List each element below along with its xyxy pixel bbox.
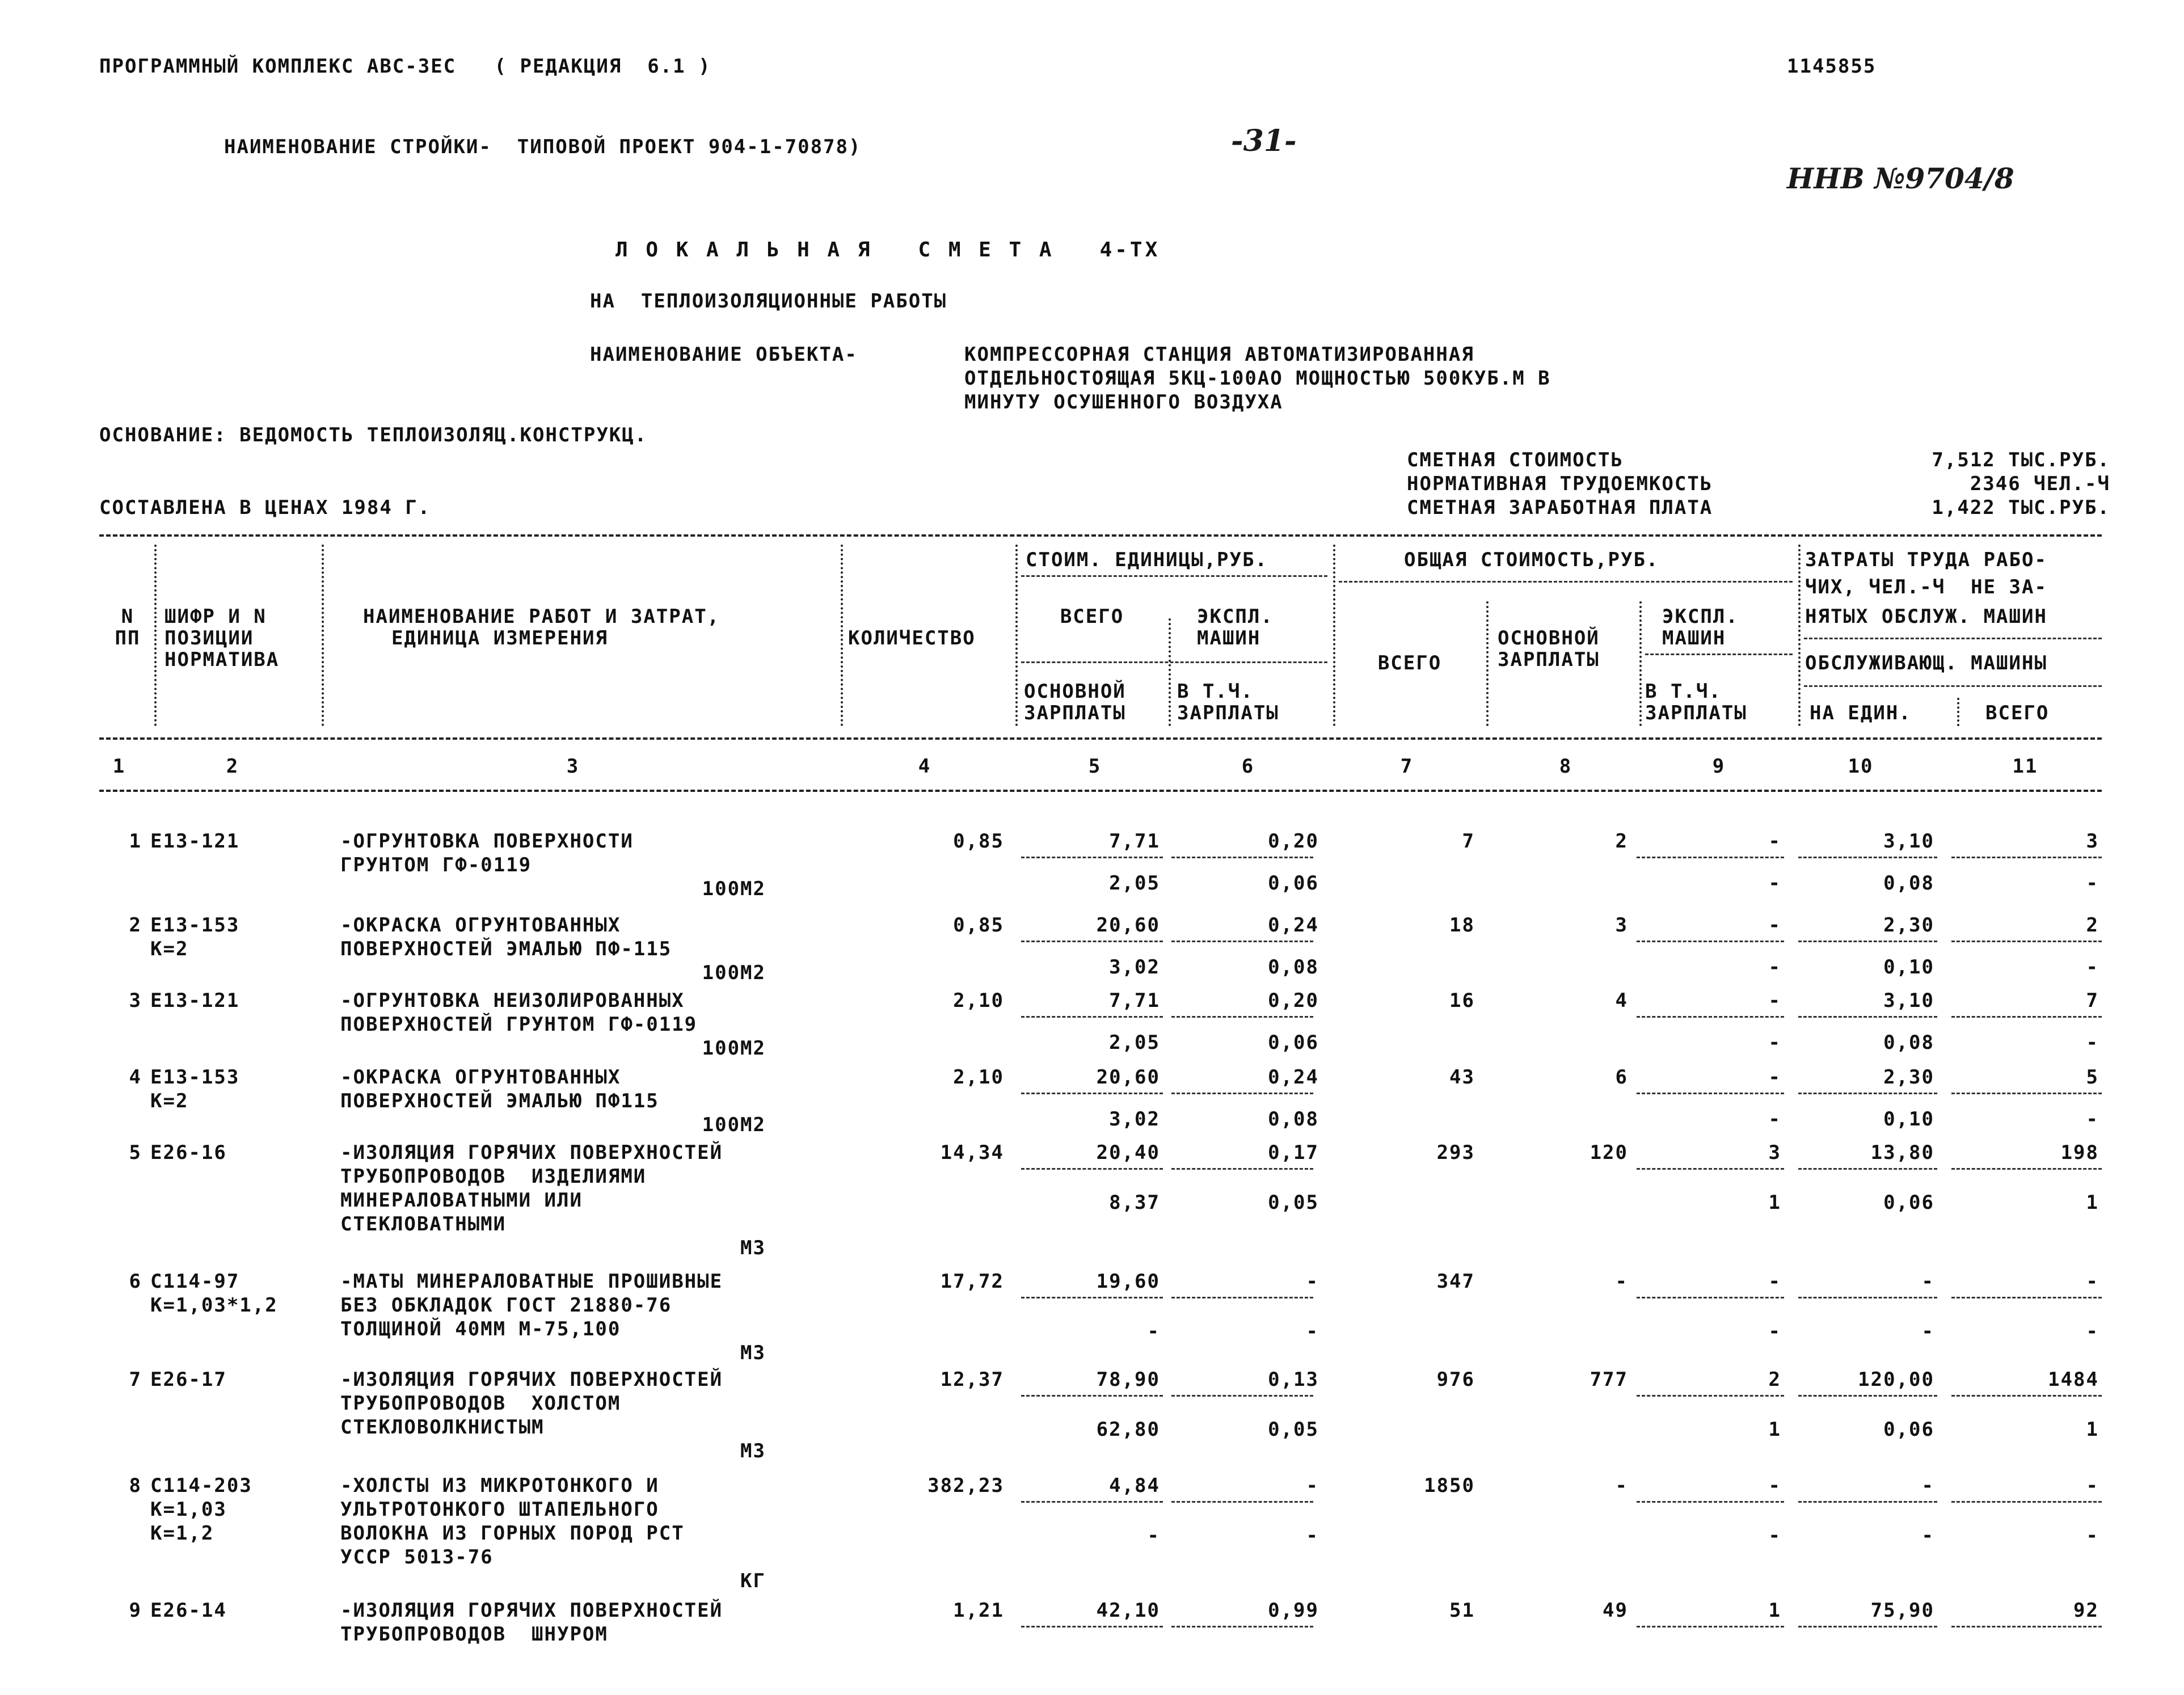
- row-total-machines: 3: [1768, 1141, 1781, 1164]
- row-labor-total: 1484: [2048, 1368, 2099, 1391]
- row-unit-machines: 0,24: [1268, 1066, 1319, 1089]
- row-quantity: 382,23: [927, 1474, 1004, 1497]
- cell-underline: [1171, 1168, 1313, 1170]
- row-code: С114-97: [150, 1270, 240, 1293]
- column-number: 9: [1712, 755, 1726, 778]
- row-machines-salary: 1: [1768, 1418, 1781, 1441]
- col-header-labor-3: НЯТЫХ ОБСЛУЖ. МАШИН: [1805, 605, 2047, 628]
- object-label: НАИМЕНОВАНИЕ ОБЪЕКТА-: [590, 343, 858, 366]
- cell-underline: [1798, 1093, 1937, 1094]
- cell-underline: [1637, 857, 1784, 858]
- cell-underline: [1021, 1395, 1163, 1397]
- row-machines-salary: -: [1768, 1524, 1781, 1547]
- row-unit: 100М2: [702, 1114, 766, 1136]
- row-name-line: СТЕКЛОВАТНЫМИ: [340, 1213, 507, 1236]
- row-unit-cost: 20,40: [1096, 1141, 1160, 1164]
- row-name-line: ТРУБОПРОВОДОВ ХОЛСТОМ: [340, 1392, 621, 1415]
- row-number: 7: [129, 1368, 142, 1391]
- row-name-line: ТОЛЩИНОЙ 40ММ М-75,100: [340, 1318, 621, 1340]
- row-labor-machine-total: -: [2086, 1031, 2099, 1054]
- row-code: Е26-16: [150, 1141, 227, 1164]
- column-number: 7: [1400, 755, 1414, 778]
- col-header-total-base-2: ЗАРПЛАТЫ: [1498, 648, 1600, 671]
- header-separator: [1639, 601, 1642, 726]
- row-total-salary: 3: [1615, 914, 1628, 937]
- row-labor-machine-total: -: [2086, 1320, 2099, 1343]
- row-unit-machines: 0,99: [1268, 1599, 1319, 1622]
- row-quantity: 12,37: [940, 1368, 1004, 1391]
- column-number: 6: [1241, 755, 1255, 778]
- row-code: Е13-153: [150, 1066, 240, 1089]
- column-number: 3: [566, 755, 580, 778]
- row-unit-salary: 2,05: [1109, 1031, 1160, 1054]
- row-labor-machine-per-unit: 0,08: [1883, 872, 1934, 895]
- row-total-salary: 6: [1615, 1066, 1628, 1089]
- summary-value-3: 1,422 ТЫС.РУБ.: [1932, 496, 2110, 519]
- row-labor-total: 5: [2086, 1066, 2099, 1089]
- cell-underline: [1171, 1395, 1313, 1397]
- row-unit: М3: [740, 1440, 766, 1462]
- row-unit: КГ: [740, 1570, 766, 1592]
- col-header-total-expl-2: МАШИН: [1662, 627, 1726, 650]
- row-quantity: 14,34: [940, 1141, 1004, 1164]
- cell-underline: [1171, 941, 1313, 942]
- row-labor-machine-per-unit: 0,10: [1883, 1108, 1934, 1131]
- cell-underline: [1798, 1168, 1937, 1170]
- header-separator: [1015, 545, 1018, 726]
- row-number: 8: [129, 1474, 142, 1497]
- row-labor-machine-per-unit: 0,10: [1883, 956, 1934, 979]
- row-name-line: ПОВЕРХНОСТЕЙ ЭМАЛЬЮ ПФ115: [340, 1090, 659, 1112]
- cell-underline: [1637, 1168, 1784, 1170]
- col-header-unit-expl-1: ЭКСПЛ.: [1197, 605, 1274, 628]
- row-machines-salary: -: [1768, 1108, 1781, 1131]
- cell-underline: [1021, 1093, 1163, 1094]
- cell-underline: [1951, 1168, 2102, 1170]
- row-labor-per-unit: 120,00: [1858, 1368, 1934, 1391]
- row-labor-machine-per-unit: 0,06: [1883, 1418, 1934, 1441]
- row-unit-machines: -: [1306, 1270, 1319, 1293]
- col-header-name-2: ЕДИНИЦА ИЗМЕРЕНИЯ: [391, 627, 608, 650]
- cell-underline: [1637, 1297, 1784, 1298]
- row-unit: 100М2: [702, 962, 766, 984]
- row-labor-machine-total: 1: [2086, 1191, 2099, 1214]
- col-header-labor-4: ОБСЛУЖИВАЮЩ. МАШИНЫ: [1805, 652, 2047, 674]
- row-unit-machines: 0,20: [1268, 989, 1319, 1012]
- row-labor-total: 7: [2086, 989, 2099, 1012]
- row-labor-machine-per-unit: -: [1921, 1320, 1934, 1343]
- cell-underline: [1798, 1501, 1937, 1503]
- row-code: К=2: [150, 938, 189, 960]
- header-subrule: [1021, 661, 1327, 663]
- header-separator: [1957, 698, 1959, 726]
- header-subrule: [1645, 653, 1793, 655]
- row-code: Е13-121: [150, 989, 240, 1012]
- row-labor-per-unit: -: [1921, 1270, 1934, 1293]
- col-header-unit-base-1: ОСНОВНОЙ: [1024, 680, 1126, 703]
- row-total-machines: -: [1768, 830, 1781, 853]
- cell-underline: [1951, 1016, 2102, 1018]
- row-labor-machine-per-unit: 0,08: [1883, 1031, 1934, 1054]
- row-unit-cost: 78,90: [1096, 1368, 1160, 1391]
- col-header-total-base-1: ОСНОВНОЙ: [1498, 627, 1600, 650]
- col-header-labor-per-unit: НА ЕДИН.: [1810, 702, 1912, 724]
- row-total-salary: 4: [1615, 989, 1628, 1012]
- cell-underline: [1021, 941, 1163, 942]
- column-number: 5: [1088, 755, 1102, 778]
- row-labor-total: 3: [2086, 830, 2099, 853]
- row-code: Е26-17: [150, 1368, 227, 1391]
- cell-underline: [1637, 1395, 1784, 1397]
- col-header-qty: КОЛИЧЕСТВО: [848, 627, 976, 650]
- prices-label: СОСТАВЛЕНА В ЦЕНАХ 1984 Г.: [99, 496, 431, 519]
- header-separator: [1798, 545, 1801, 726]
- cell-underline: [1951, 1297, 2102, 1298]
- cell-underline: [1021, 1016, 1163, 1018]
- row-total-salary: 777: [1589, 1368, 1628, 1391]
- col-header-total-incl-1: В Т.Ч.: [1645, 680, 1722, 703]
- row-labor-machine-total: -: [2086, 956, 2099, 979]
- header-subrule: [1339, 581, 1793, 583]
- cell-underline: [1637, 1501, 1784, 1503]
- row-total: 293: [1436, 1141, 1475, 1164]
- header-subrule: [1021, 575, 1327, 577]
- cell-underline: [1798, 1626, 1937, 1627]
- row-total-salary: 2: [1615, 830, 1628, 853]
- row-unit-machines-salary: 0,06: [1268, 1031, 1319, 1054]
- col-header-code-1: ШИФР И N: [165, 605, 267, 628]
- basis-label: ОСНОВАНИЕ: ВЕДОМОСТЬ ТЕПЛОИЗОЛЯЦ.КОНСТРУКЦ.: [99, 424, 648, 446]
- summary-label-3: СМЕТНАЯ ЗАРАБОТНАЯ ПЛАТА: [1407, 496, 1713, 519]
- cell-underline: [1171, 857, 1313, 858]
- row-name-line: ТРУБОПРОВОДОВ ИЗДЕЛИЯМИ: [340, 1165, 647, 1188]
- row-name-line: БЕЗ ОБКЛАДОК ГОСТ 21880-76: [340, 1294, 672, 1317]
- cell-underline: [1021, 857, 1163, 858]
- row-unit-machines-salary: 0,05: [1268, 1418, 1319, 1441]
- header-separator: [1486, 601, 1489, 726]
- row-total: 347: [1436, 1270, 1475, 1293]
- row-unit-cost: 7,71: [1109, 830, 1160, 853]
- row-unit-salary: 3,02: [1109, 956, 1160, 979]
- header-separator: [841, 545, 843, 726]
- row-quantity: 1,21: [953, 1599, 1004, 1622]
- row-quantity: 2,10: [953, 1066, 1004, 1089]
- object-line-2: ОТДЕЛЬНОСТОЯЩАЯ 5КЦ-100АО МОЩНОСТЬЮ 500КУБ.М В: [964, 367, 1551, 390]
- col-header-total-expl-1: ЭКСПЛ.: [1662, 605, 1739, 628]
- row-unit-machines-salary: 0,08: [1268, 956, 1319, 979]
- row-name-line: ГРУНТОМ ГФ-0119: [340, 854, 532, 876]
- row-machines-salary: -: [1768, 872, 1781, 895]
- row-unit-salary: -: [1147, 1320, 1160, 1343]
- summary-value-2: 2346 ЧЕЛ.-Ч: [1970, 473, 2110, 495]
- col-header-unit-incl-1: В Т.Ч.: [1177, 680, 1254, 703]
- row-labor-per-unit: 13,80: [1870, 1141, 1934, 1164]
- row-unit-machines: 0,13: [1268, 1368, 1319, 1391]
- row-total: 1850: [1424, 1474, 1475, 1497]
- row-labor-per-unit: 75,90: [1870, 1599, 1934, 1622]
- cell-underline: [1021, 1626, 1163, 1627]
- col-header-labor-all: ВСЕГО: [1985, 702, 2050, 724]
- row-unit: М3: [740, 1237, 766, 1259]
- row-total: 51: [1449, 1599, 1475, 1622]
- column-number: 11: [2012, 755, 2038, 778]
- cell-underline: [1171, 1016, 1313, 1018]
- row-code: Е13-153: [150, 914, 240, 937]
- row-name-line: -ИЗОЛЯЦИЯ ГОРЯЧИХ ПОВЕРХНОСТЕЙ: [340, 1141, 723, 1164]
- row-code: Е13-121: [150, 830, 240, 853]
- row-name-line: -ИЗОЛЯЦИЯ ГОРЯЧИХ ПОВЕРХНОСТЕЙ: [340, 1368, 723, 1391]
- row-machines-salary: -: [1768, 1320, 1781, 1343]
- row-total-machines: -: [1768, 989, 1781, 1012]
- estimate-subtitle: НА ТЕПЛОИЗОЛЯЦИОННЫЕ РАБОТЫ: [590, 290, 947, 313]
- row-labor-total: -: [2086, 1270, 2099, 1293]
- col-header-code-3: НОРМАТИВА: [165, 648, 280, 671]
- row-name-line: -ОГРУНТОВКА ПОВЕРХНОСТИ: [340, 830, 634, 853]
- summary-label-2: НОРМАТИВНАЯ ТРУДОЕМКОСТЬ: [1407, 473, 1713, 495]
- row-total-salary: 49: [1603, 1599, 1628, 1622]
- row-total-machines: 1: [1768, 1599, 1781, 1622]
- row-labor-per-unit: 2,30: [1883, 914, 1934, 937]
- row-labor-machine-total: -: [2086, 872, 2099, 895]
- cell-underline: [1637, 1016, 1784, 1018]
- cell-underline: [1171, 1093, 1313, 1094]
- header-bottom-rule: [99, 737, 2102, 740]
- row-number: 4: [129, 1066, 142, 1089]
- row-code: К=1,2: [150, 1522, 214, 1545]
- row-labor-total: 92: [2073, 1599, 2099, 1622]
- row-machines-salary: -: [1768, 1031, 1781, 1054]
- object-line-1: КОМПРЕССОРНАЯ СТАНЦИЯ АВТОМАТИЗИРОВАННАЯ: [964, 343, 1474, 366]
- row-unit-machines: 0,17: [1268, 1141, 1319, 1164]
- row-number: 2: [129, 914, 142, 937]
- col-header-unit-expl-2: МАШИН: [1197, 627, 1261, 650]
- cell-underline: [1021, 1297, 1163, 1298]
- cell-underline: [1951, 1501, 2102, 1503]
- row-total: 7: [1462, 830, 1475, 853]
- row-name-line: -ОГРУНТОВКА НЕИЗОЛИРОВАННЫХ: [340, 989, 685, 1012]
- row-unit-cost: 20,60: [1096, 1066, 1160, 1089]
- row-name-line: -ИЗОЛЯЦИЯ ГОРЯЧИХ ПОВЕРХНОСТЕЙ: [340, 1599, 723, 1622]
- row-labor-total: 198: [2060, 1141, 2099, 1164]
- row-unit-salary: 8,37: [1109, 1191, 1160, 1214]
- col-header-total-incl-2: ЗАРПЛАТЫ: [1645, 702, 1747, 724]
- cell-underline: [1171, 1626, 1313, 1627]
- cell-underline: [1637, 941, 1784, 942]
- row-unit: 100М2: [702, 1037, 766, 1060]
- row-unit-machines: -: [1306, 1474, 1319, 1497]
- row-labor-machine-per-unit: -: [1921, 1524, 1934, 1547]
- column-number-rule: [99, 790, 2102, 792]
- row-labor-machine-total: -: [2086, 1108, 2099, 1131]
- row-quantity: 0,85: [953, 914, 1004, 937]
- row-code: К=1,03: [150, 1498, 227, 1521]
- row-unit-machines-salary: -: [1306, 1320, 1319, 1343]
- header-separator: [322, 545, 324, 726]
- row-total-salary: 120: [1589, 1141, 1628, 1164]
- row-total-salary: -: [1615, 1474, 1628, 1497]
- cell-underline: [1637, 1093, 1784, 1094]
- row-name-line: -ОКРАСКА ОГРУНТОВАННЫХ: [340, 914, 621, 937]
- col-header-num-2: ПП: [115, 627, 141, 650]
- row-quantity: 17,72: [940, 1270, 1004, 1293]
- cell-underline: [1021, 1168, 1163, 1170]
- construction-label: НАИМЕНОВАНИЕ СТРОЙКИ- ТИПОВОЙ ПРОЕКТ 904-1-70878): [224, 136, 862, 158]
- row-total: 16: [1449, 989, 1475, 1012]
- col-header-unit-base-2: ЗАРПЛАТЫ: [1024, 702, 1126, 724]
- row-unit-salary: 3,02: [1109, 1108, 1160, 1131]
- row-labor-per-unit: 3,10: [1883, 830, 1934, 853]
- row-name-line: УССР 5013-76: [340, 1546, 494, 1568]
- summary-value-1: 7,512 ТЫС.РУБ.: [1932, 449, 2110, 471]
- row-unit-machines-salary: 0,06: [1268, 872, 1319, 895]
- cell-underline: [1798, 1395, 1937, 1397]
- cell-underline: [1951, 857, 2102, 858]
- cell-underline: [1798, 1297, 1937, 1298]
- row-number: 6: [129, 1270, 142, 1293]
- row-name-line: -МАТЫ МИНЕРАЛОВАТНЫЕ ПРОШИВНЫЕ: [340, 1270, 723, 1293]
- page-number: -31-: [1231, 124, 1297, 158]
- row-labor-machine-per-unit: 0,06: [1883, 1191, 1934, 1214]
- cell-underline: [1951, 1093, 2102, 1094]
- row-unit-cost: 42,10: [1096, 1599, 1160, 1622]
- row-quantity: 2,10: [953, 989, 1004, 1012]
- row-unit-cost: 19,60: [1096, 1270, 1160, 1293]
- col-header-unit-incl-2: ЗАРПЛАТЫ: [1177, 702, 1279, 724]
- estimate-title: Л О К А Л Ь Н А Я С М Е Т А 4-ТХ: [615, 238, 1161, 262]
- row-unit-machines-salary: 0,08: [1268, 1108, 1319, 1131]
- document-number: 1145855: [1787, 55, 1877, 78]
- col-header-unit-cost: СТОИМ. ЕДИНИЦЫ,РУБ.: [1026, 549, 1268, 571]
- row-unit: М3: [740, 1342, 766, 1364]
- row-name-line: ПОВЕРХНОСТЕЙ ГРУНТОМ ГФ-0119: [340, 1013, 698, 1036]
- row-unit-machines: 0,24: [1268, 914, 1319, 937]
- row-number: 5: [129, 1141, 142, 1164]
- column-number: 10: [1848, 755, 1874, 778]
- row-number: 9: [129, 1599, 142, 1622]
- row-total-machines: 2: [1768, 1368, 1781, 1391]
- col-header-total-cost: ОБЩАЯ СТОИМОСТЬ,РУБ.: [1404, 549, 1659, 571]
- cell-underline: [1798, 857, 1937, 858]
- row-unit-cost: 4,84: [1109, 1474, 1160, 1497]
- cell-underline: [1171, 1501, 1313, 1503]
- header-top-rule: [99, 534, 2102, 537]
- row-labor-machine-total: 1: [2086, 1418, 2099, 1441]
- col-header-num-1: N: [121, 605, 134, 628]
- column-number: 1: [112, 755, 126, 778]
- program-label: ПРОГРАММНЫЙ КОМПЛЕКС АВС-ЗЕС ( РЕДАКЦИЯ 6.1 ): [99, 55, 711, 78]
- row-labor-total: -: [2086, 1474, 2099, 1497]
- cell-underline: [1798, 1016, 1937, 1018]
- row-unit-machines-salary: 0,05: [1268, 1191, 1319, 1214]
- row-code: К=1,03*1,2: [150, 1294, 278, 1317]
- summary-label-1: СМЕТНАЯ СТОИМОСТЬ: [1407, 449, 1624, 471]
- row-unit-machines: 0,20: [1268, 830, 1319, 853]
- row-total-salary: -: [1615, 1270, 1628, 1293]
- header-separator: [1169, 618, 1171, 726]
- row-total-machines: -: [1768, 914, 1781, 937]
- row-unit-salary: 62,80: [1096, 1418, 1160, 1441]
- row-code: С114-203: [150, 1474, 252, 1497]
- row-name-line: -ОКРАСКА ОГРУНТОВАННЫХ: [340, 1066, 621, 1089]
- row-name-line: МИНЕРАЛОВАТНЫМИ ИЛИ: [340, 1189, 583, 1212]
- row-unit-salary: -: [1147, 1524, 1160, 1547]
- row-code: К=2: [150, 1090, 189, 1112]
- header-separator: [1333, 545, 1335, 726]
- row-labor-machine-total: -: [2086, 1524, 2099, 1547]
- row-total-machines: -: [1768, 1066, 1781, 1089]
- row-unit-salary: 2,05: [1109, 872, 1160, 895]
- column-number: 8: [1559, 755, 1572, 778]
- row-total: 18: [1449, 914, 1475, 937]
- row-machines-salary: -: [1768, 956, 1781, 979]
- cell-underline: [1951, 941, 2102, 942]
- row-name-line: ПОВЕРХНОСТЕЙ ЭМАЛЬЮ ПФ-115: [340, 938, 672, 960]
- col-header-unit-all: ВСЕГО: [1060, 605, 1124, 628]
- row-name-line: УЛЬТРОТОНКОГО ШТАПЕЛЬНОГО: [340, 1498, 659, 1521]
- row-name-line: -ХОЛСТЫ ИЗ МИКРОТОНКОГО И: [340, 1474, 659, 1497]
- column-number: 4: [918, 755, 931, 778]
- row-name-line: ВОЛОКНА ИЗ ГОРНЫХ ПОРОД РСТ: [340, 1522, 685, 1545]
- row-total: 976: [1436, 1368, 1475, 1391]
- row-labor-per-unit: 3,10: [1883, 989, 1934, 1012]
- row-unit-cost: 20,60: [1096, 914, 1160, 937]
- col-header-name-1: НАИМЕНОВАНИЕ РАБОТ И ЗАТРАТ,: [363, 605, 720, 628]
- row-number: 3: [129, 989, 142, 1012]
- row-machines-salary: 1: [1768, 1191, 1781, 1214]
- object-line-3: МИНУТУ ОСУШЕННОГО ВОЗДУХА: [964, 391, 1283, 414]
- header-separator: [154, 545, 157, 726]
- row-name-line: ТРУБОПРОВОДОВ ШНУРОМ: [340, 1623, 608, 1646]
- cell-underline: [1951, 1395, 2102, 1397]
- cell-underline: [1798, 941, 1937, 942]
- cell-underline: [1021, 1501, 1163, 1503]
- row-total-machines: -: [1768, 1474, 1781, 1497]
- column-number: 2: [226, 755, 239, 778]
- row-code: Е26-14: [150, 1599, 227, 1622]
- cell-underline: [1637, 1626, 1784, 1627]
- row-labor-per-unit: -: [1921, 1474, 1934, 1497]
- row-total: 43: [1449, 1066, 1475, 1089]
- row-number: 1: [129, 830, 142, 853]
- cell-underline: [1171, 1297, 1313, 1298]
- row-total-machines: -: [1768, 1270, 1781, 1293]
- row-unit-machines-salary: -: [1306, 1524, 1319, 1547]
- header-subrule: [1804, 638, 2102, 639]
- row-name-line: СТЕКЛОВОЛКНИСТЫМ: [340, 1416, 545, 1439]
- row-quantity: 0,85: [953, 830, 1004, 853]
- handwritten-stamp: ННВ №9704/8: [1787, 162, 2014, 195]
- row-labor-total: 2: [2086, 914, 2099, 937]
- col-header-total-all: ВСЕГО: [1377, 652, 1442, 674]
- row-labor-per-unit: 2,30: [1883, 1066, 1934, 1089]
- row-unit: 100М2: [702, 878, 766, 900]
- header-subrule: [1804, 685, 2102, 687]
- col-header-labor-1: ЗАТРАТЫ ТРУДА РАБО-: [1805, 549, 2047, 571]
- cell-underline: [1951, 1626, 2102, 1627]
- row-unit-cost: 7,71: [1109, 989, 1160, 1012]
- col-header-code-2: ПОЗИЦИИ: [165, 627, 254, 650]
- col-header-labor-2: ЧИХ, ЧЕЛ.-Ч НЕ ЗА-: [1805, 576, 2047, 598]
